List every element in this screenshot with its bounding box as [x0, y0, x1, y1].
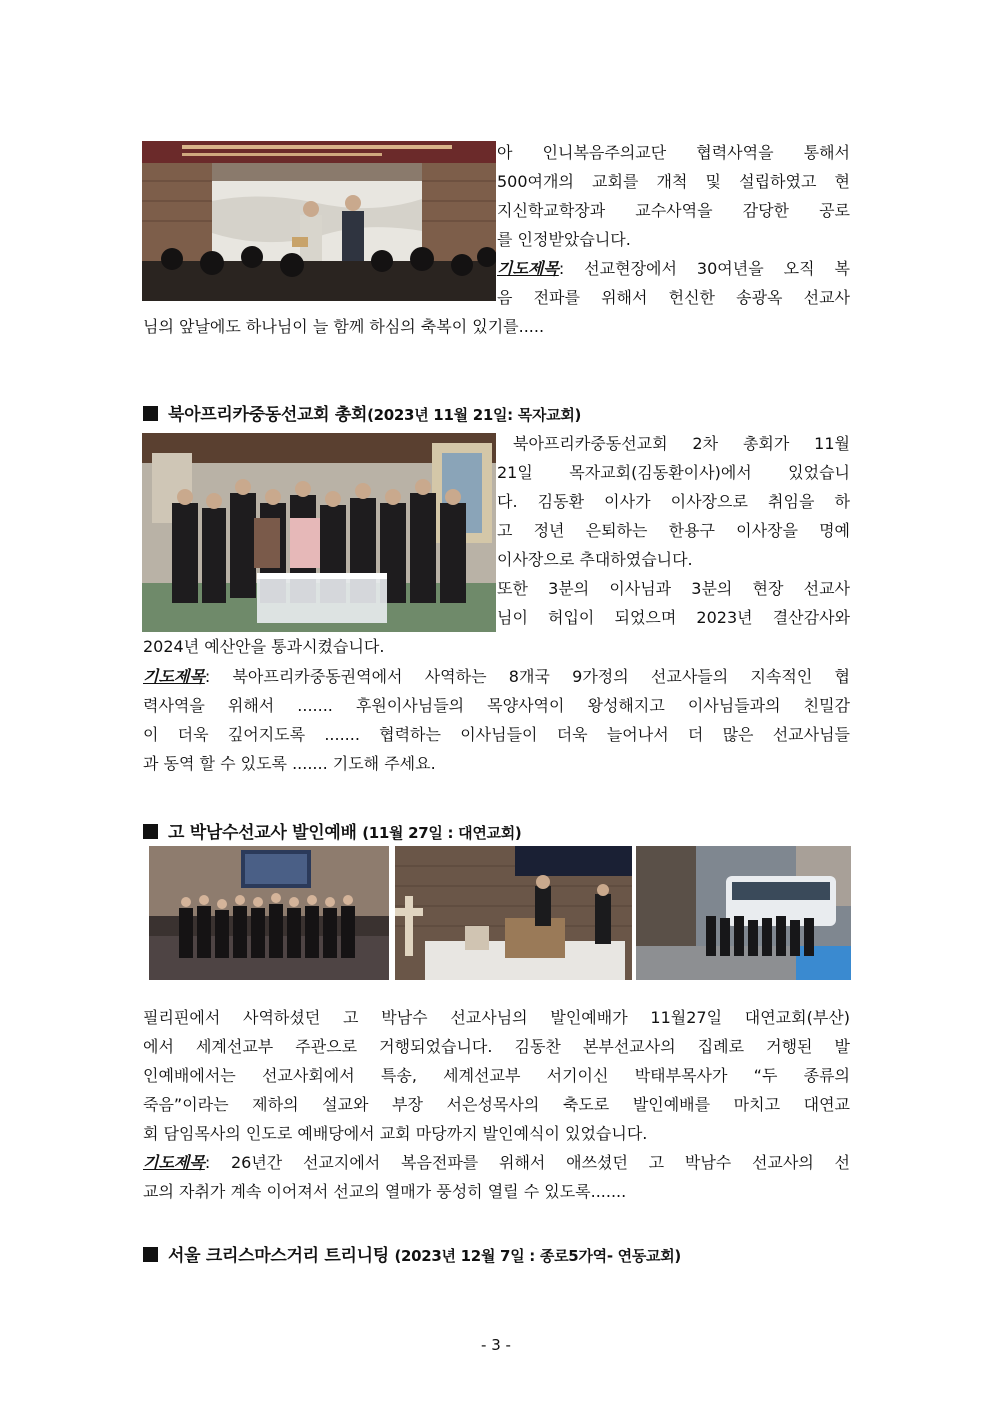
general-assembly-group-photo [142, 433, 496, 632]
section2-text-line: 다. 김동환 이사가 이사장으로 취임을 하 [497, 492, 850, 511]
section2-text-line: 21일 목자교회(김동환이사)에서 있었습니 [497, 463, 850, 482]
section1-prayer-line: 음 전파를 위해서 헌신한 송광옥 선교사 [497, 288, 850, 307]
funeral-altar-photo [395, 846, 632, 980]
section2-prayer-line: 이 더욱 깊어지도록 ....... 협력하는 이사님들이 더욱 늘어나서 더 많은 선교사님들 [143, 725, 850, 744]
ceremony-photo [142, 141, 496, 301]
section3-prayer-line: 기도제목: 26년간 선교지에서 복음전파를 위해서 애쓰셨던 고 박남수 선교사의 선 [143, 1153, 850, 1172]
section3-text-line: 에서 세계선교부 주관으로 거행되었습니다. 김동찬 본부선교사의 집례로 거행된 발 [143, 1037, 850, 1056]
square-bullet-icon [143, 406, 158, 421]
section3-text-line: 죽음”이라는 제하의 설교와 부장 서은성목사의 축도로 발인예배를 마치고 대연교 [143, 1095, 850, 1114]
section2-prayer-line: 력사역을 위해서 ....... 후원이사님들의 목양사역이 왕성해지고 이사님들과의 친밀감 [143, 696, 850, 715]
section3-heading: 고 박남수선교사 발인예배 (11월 27일 : 대연교회) [143, 818, 521, 843]
section4-heading: 서울 크리스마스거리 트리니팅 (2023년 12월 7일 : 종로5가역- 연동교회) [143, 1241, 681, 1266]
prayer-label: 기도제목 [143, 667, 205, 686]
prayer-label: 기도제목 [143, 1153, 205, 1172]
section2-text-line: 이사장으로 추대하였습니다. [497, 550, 693, 569]
section3-prayer-line: 교의 자취가 계속 이어져서 선교의 열매가 풍성히 열릴 수 있도록....... [143, 1182, 627, 1201]
section2-prayer-line: 과 동역 할 수 있도록 ....... 기도해 주세요. [143, 754, 436, 773]
section1-text-line: 아 인니복음주의교단 협력사역을 통해서 [497, 143, 850, 162]
section1-text-line: 지신학교학장과 교수사역을 감당한 공로 [497, 201, 850, 220]
section1-prayer-line: 님의 앞날에도 하나님이 늘 함께 하심의 축복이 있기를..... [143, 317, 545, 336]
section3-text-line: 회 담임목사의 인도로 예배당에서 교회 마당까지 발인예식이 있었습니다. [143, 1124, 648, 1143]
section2-prayer-line: 기도제목: 북아프리카중동권역에서 사역하는 8개국 9가정의 선교사들의 지속적인 협 [143, 667, 850, 686]
section3-text-line: 인예배에서는 선교사회에서 특송, 세계선교부 서기이신 박태부목사가 “두 종류의 [143, 1066, 850, 1085]
prayer-label: 기도제목 [497, 259, 559, 278]
page-number: - 3 - [481, 1336, 511, 1354]
section1-text-line: 500여개의 교회를 개척 및 설립하였고 현 [497, 172, 850, 191]
section3-text-line: 필리핀에서 사역하셨던 고 박남수 선교사님의 발인예배가 11월27일 대연교회(부산) [143, 1008, 850, 1027]
funeral-choir-photo [149, 846, 389, 980]
section2-text-line: 또한 3분의 이사님과 3분의 현장 선교사 [497, 579, 850, 598]
square-bullet-icon [143, 824, 158, 839]
section2-text-line: 고 정년 은퇴하는 한용구 이사장을 명예 [497, 521, 850, 540]
section1-prayer-line: 기도제목: 선교현장에서 30여년을 오직 복 [497, 259, 850, 278]
section2-text-line: 북아프리카중동선교회 2차 총회가 11월 [513, 434, 850, 453]
section2-text-line: 2024년 예산안을 통과시켰습니다. [143, 637, 385, 656]
funeral-procession-photo [636, 846, 851, 980]
square-bullet-icon [143, 1247, 158, 1262]
section2-text-line: 님이 허입이 되었으며 2023년 결산감사와 [497, 608, 850, 627]
section1-text-line: 를 인정받았습니다. [497, 230, 631, 249]
section2-heading: 북아프리카중동선교회 총회(2023년 11월 21일: 목자교회) [143, 400, 581, 425]
